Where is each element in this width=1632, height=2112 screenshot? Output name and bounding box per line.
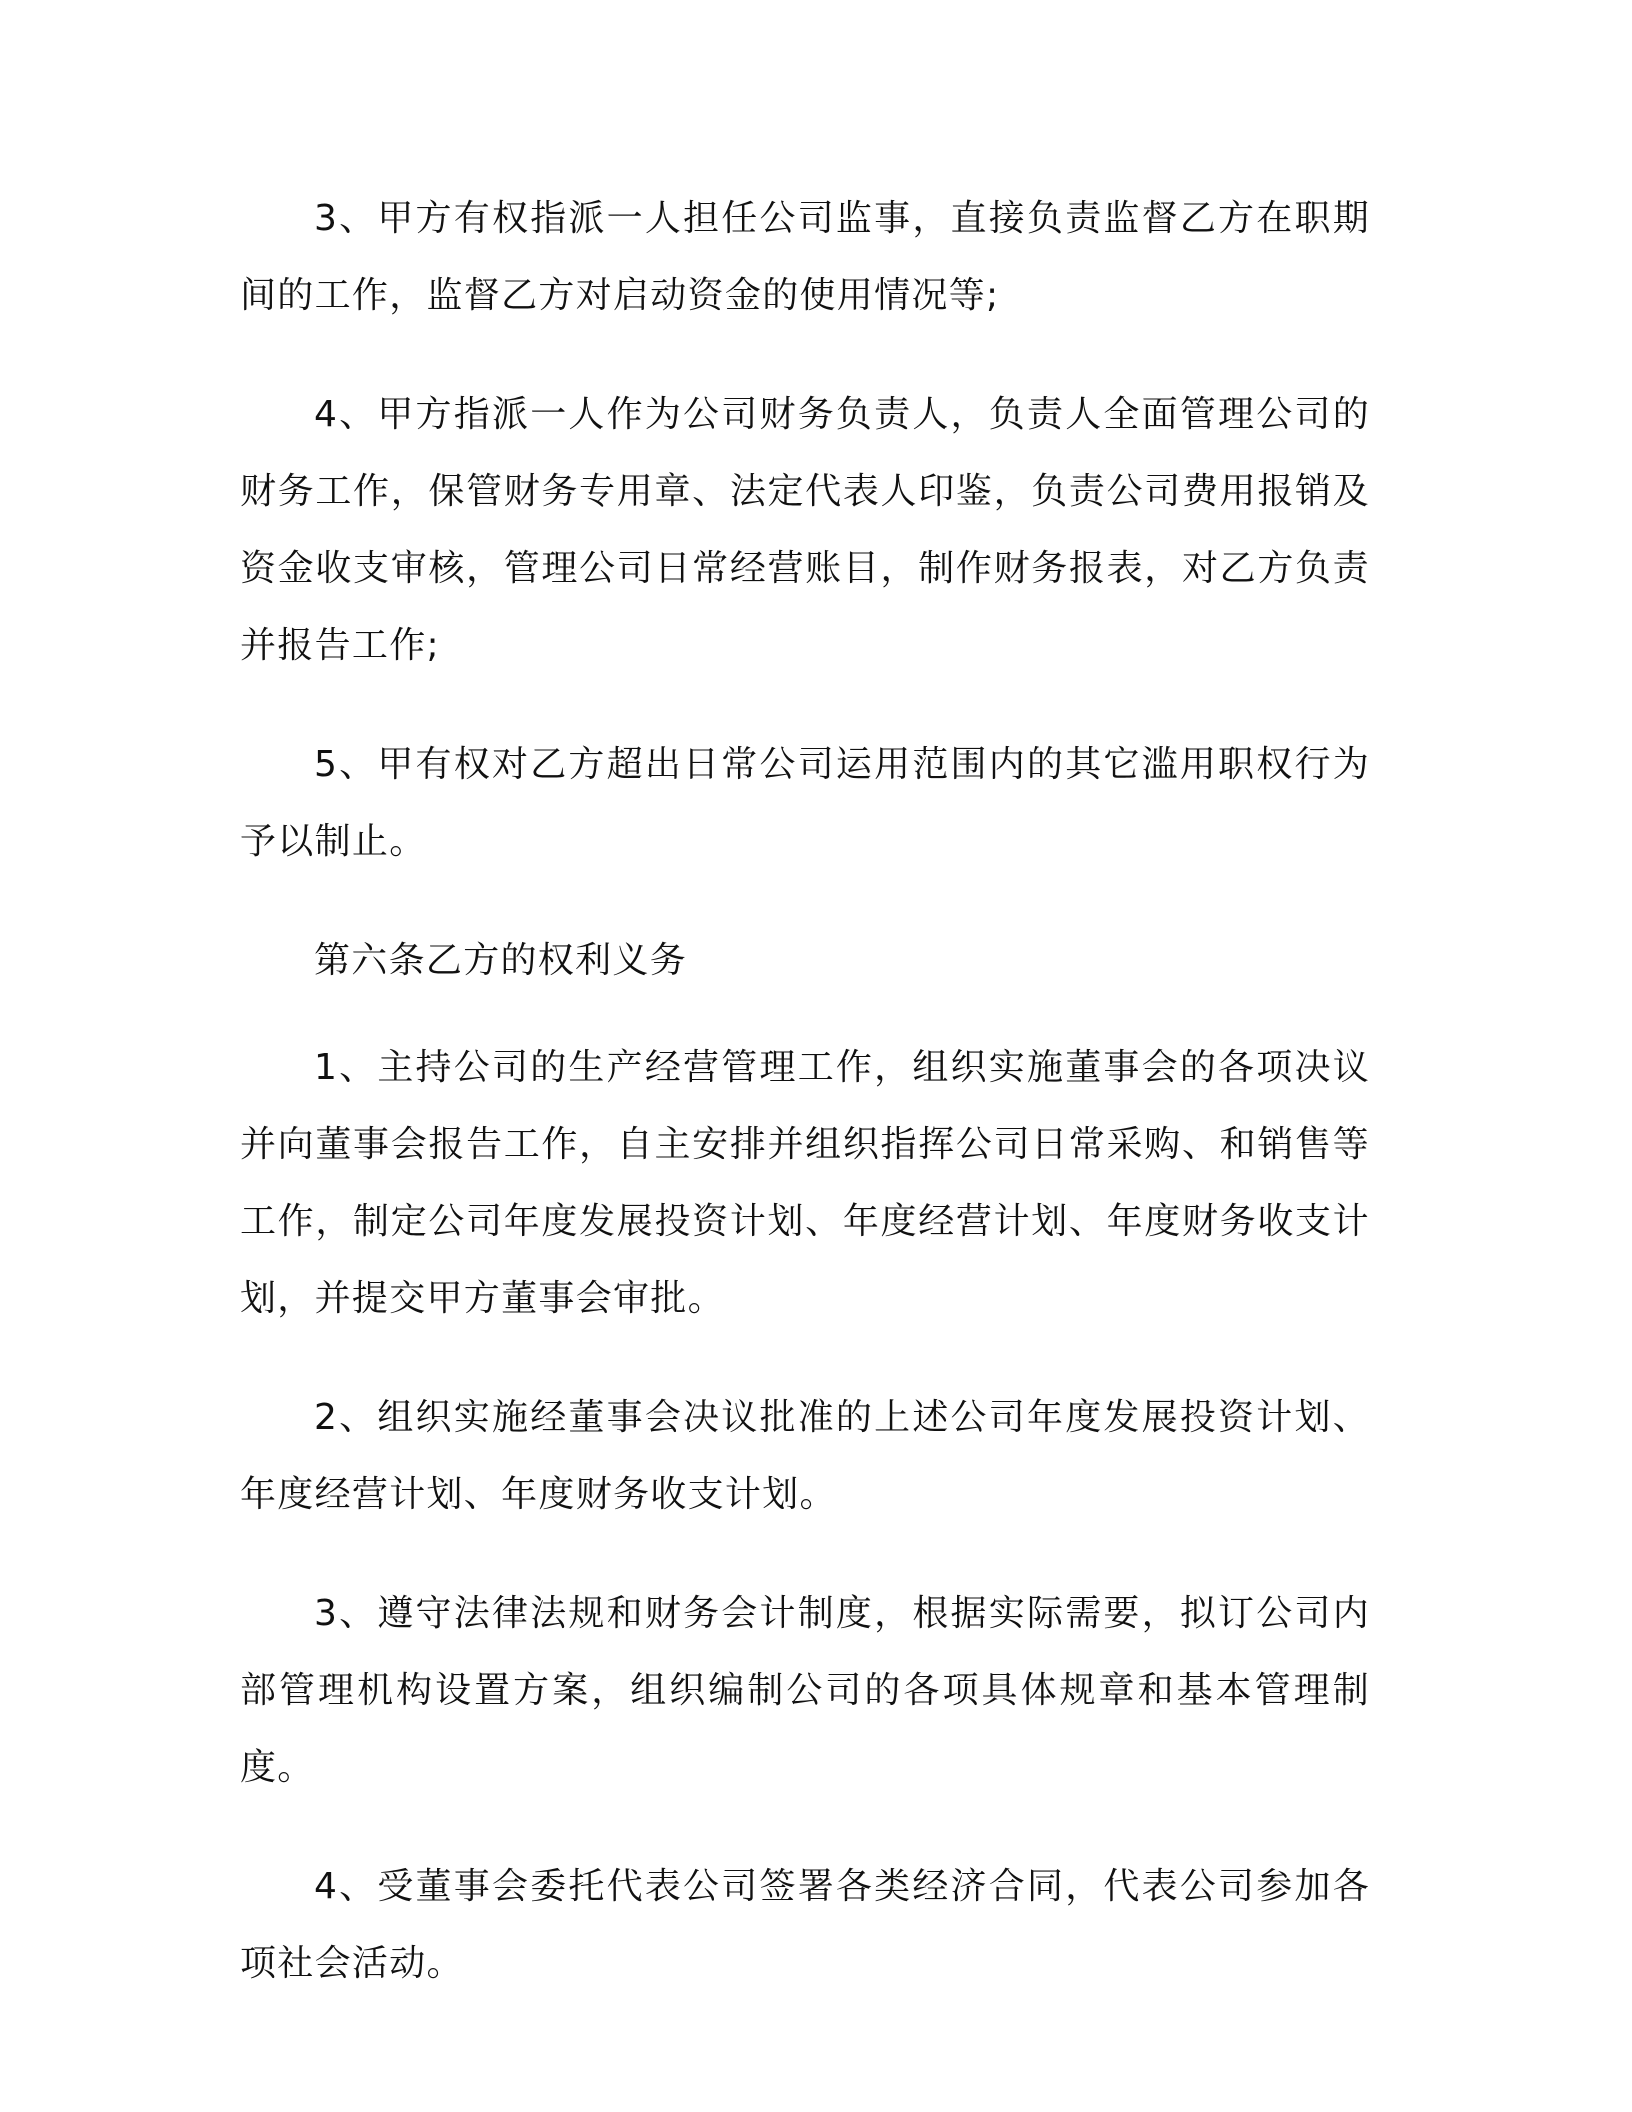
paragraph-item-3-supervisor: 3、甲方有权指派一人担任公司监事，直接负责监督乙方在职期间的工作，监督乙方对启动资金的使用情况等;	[240, 198, 1370, 316]
paragraph-item-5-stop-abuse: 5、甲有权对乙方超出日常公司运用范围内的其它滥用职权行为予以制止。	[240, 744, 1370, 862]
paragraph-item-4-finance-head: 4、甲方指派一人作为公司财务负责人，负责人全面管理公司的财务工作，保管财务专用章、法定代表人印鉴，负责公司费用报销及资金收支审核，管理公司日常经营账目，制作财务报表，对乙方负责并报告工作;	[240, 394, 1370, 666]
paragraph-item-3-regulations: 3、遵守法律法规和财务会计制度，根据实际需要，拟订公司内部管理机构设置方案，组织编制公司的各项具体规章和基本管理制度。	[240, 1593, 1370, 1788]
section-heading-article-6: 第六条乙方的权利义务	[314, 940, 688, 981]
document-body	[240, 180, 1370, 2044]
paragraph-item-1-manage-operations: 1、主持公司的生产经营管理工作，组织实施董事会的各项决议并向董事会报告工作，自主安排并组织指挥公司日常采购、和销售等工作，制定公司年度发展投资计划、年度经营计划、年度财务收支计划，并提交甲方董事会审批。	[240, 1047, 1370, 1319]
paragraph-item-4-represent-company: 4、受董事会委托代表公司签署各类经济合同，代表公司参加各项社会活动。	[240, 1866, 1370, 1984]
paragraph-item-2-implement-plans: 2、组织实施经董事会决议批准的上述公司年度发展投资计划、年度经营计划、年度财务收支计划。	[240, 1397, 1370, 1515]
